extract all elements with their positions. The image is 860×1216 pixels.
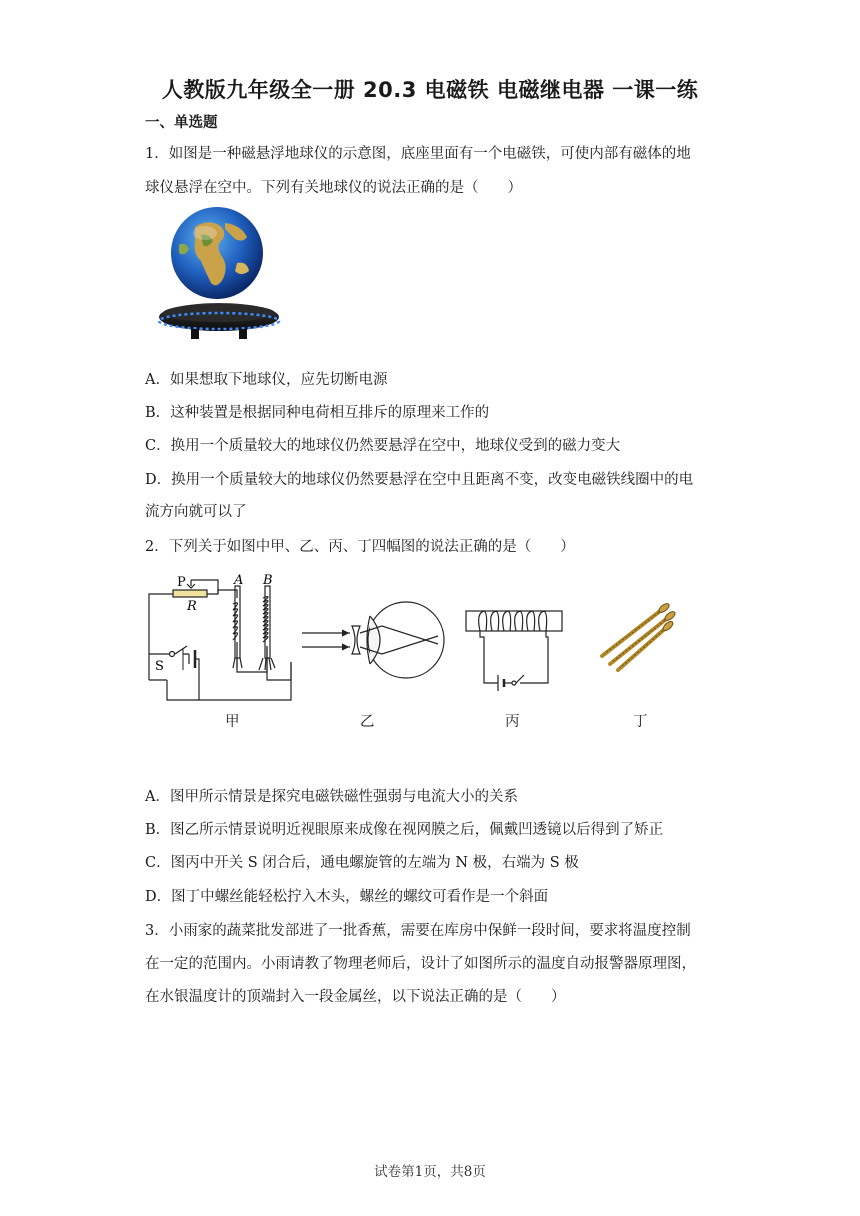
figure-label-yi: 乙 — [360, 714, 375, 730]
figure-label-bing: 丙 — [505, 714, 520, 730]
q1-option-a: A．如果想取下地球仪，应先切断电源 — [145, 372, 388, 388]
q3-stem-line1: 3．小雨家的蔬菜批发部进了一批香蕉，需要在库房中保鲜一段时间，要求将温度控制 — [145, 923, 691, 939]
maglev-globe-image — [155, 205, 283, 347]
fig-jia-label-r: R — [187, 599, 197, 614]
figure-yi-eye-lens — [298, 596, 446, 688]
figure-jia-electromagnet-circuit — [143, 572, 298, 707]
q1-stem-line1: 1．如图是一种磁悬浮地球仪的示意图，底座里面有一个电磁铁，可使内部有磁体的地 — [145, 146, 691, 162]
q3-stem-line3: 在水银温度计的顶端封入一段金属丝，以下说法正确的是（ ） — [145, 989, 566, 1005]
q2-option-c: C．图丙中开关 S 闭合后，通电螺旋管的左端为 N 极，右端为 S 极 — [145, 855, 579, 871]
q1-option-d-line1: D．换用一个质量较大的地球仪仍然要悬浮在空中且距离不变，改变电磁铁线圈中的电 — [145, 472, 694, 488]
q1-option-d-line2: 流方向就可以了 — [145, 504, 247, 520]
q1-stem-line2: 球仪悬浮在空中。下列有关地球仪的说法正确的是（ ） — [145, 180, 522, 196]
figure-label-ding: 丁 — [633, 714, 648, 730]
section-heading: 一、单选题 — [145, 115, 218, 131]
fig-jia-label-s: S — [155, 659, 164, 674]
q2-option-b: B．图乙所示情景说明近视眼原来成像在视网膜之后，佩戴凹透镜以后得到了矫正 — [145, 822, 664, 838]
q2-option-a: A．图甲所示情景是探究电磁铁磁性强弱与电流大小的关系 — [145, 789, 518, 805]
q2-stem: 2．下列关于如图中甲、乙、丙、丁四幅图的说法正确的是（ ） — [145, 539, 575, 555]
figure-label-jia: 甲 — [225, 714, 240, 730]
fig-jia-label-b: B — [263, 573, 273, 588]
q3-stem-line2: 在一定的范围内。小雨请教了物理老师后，设计了如图所示的温度自动报警器原理图， — [145, 956, 696, 972]
q1-option-c: C．换用一个质量较大的地球仪仍然要悬浮在空中，地球仪受到的磁力变大 — [145, 438, 621, 454]
document-title: 人教版九年级全一册 20.3 电磁铁 电磁继电器 一课一练 — [161, 78, 699, 102]
q2-option-d: D．图丁中螺丝能轻松拧入木头，螺丝的螺纹可看作是一个斜面 — [145, 889, 549, 905]
q1-option-b: B．这种装置是根据同种电荷相互排斥的原理来工作的 — [145, 405, 490, 421]
figure-ding-screws — [588, 600, 680, 674]
fig-jia-label-p: P — [177, 575, 186, 590]
figure-bing-solenoid-circuit — [462, 605, 567, 691]
fig-jia-label-a: A — [234, 573, 244, 588]
page-footer: 试卷第1页，共8页 — [374, 1164, 486, 1180]
